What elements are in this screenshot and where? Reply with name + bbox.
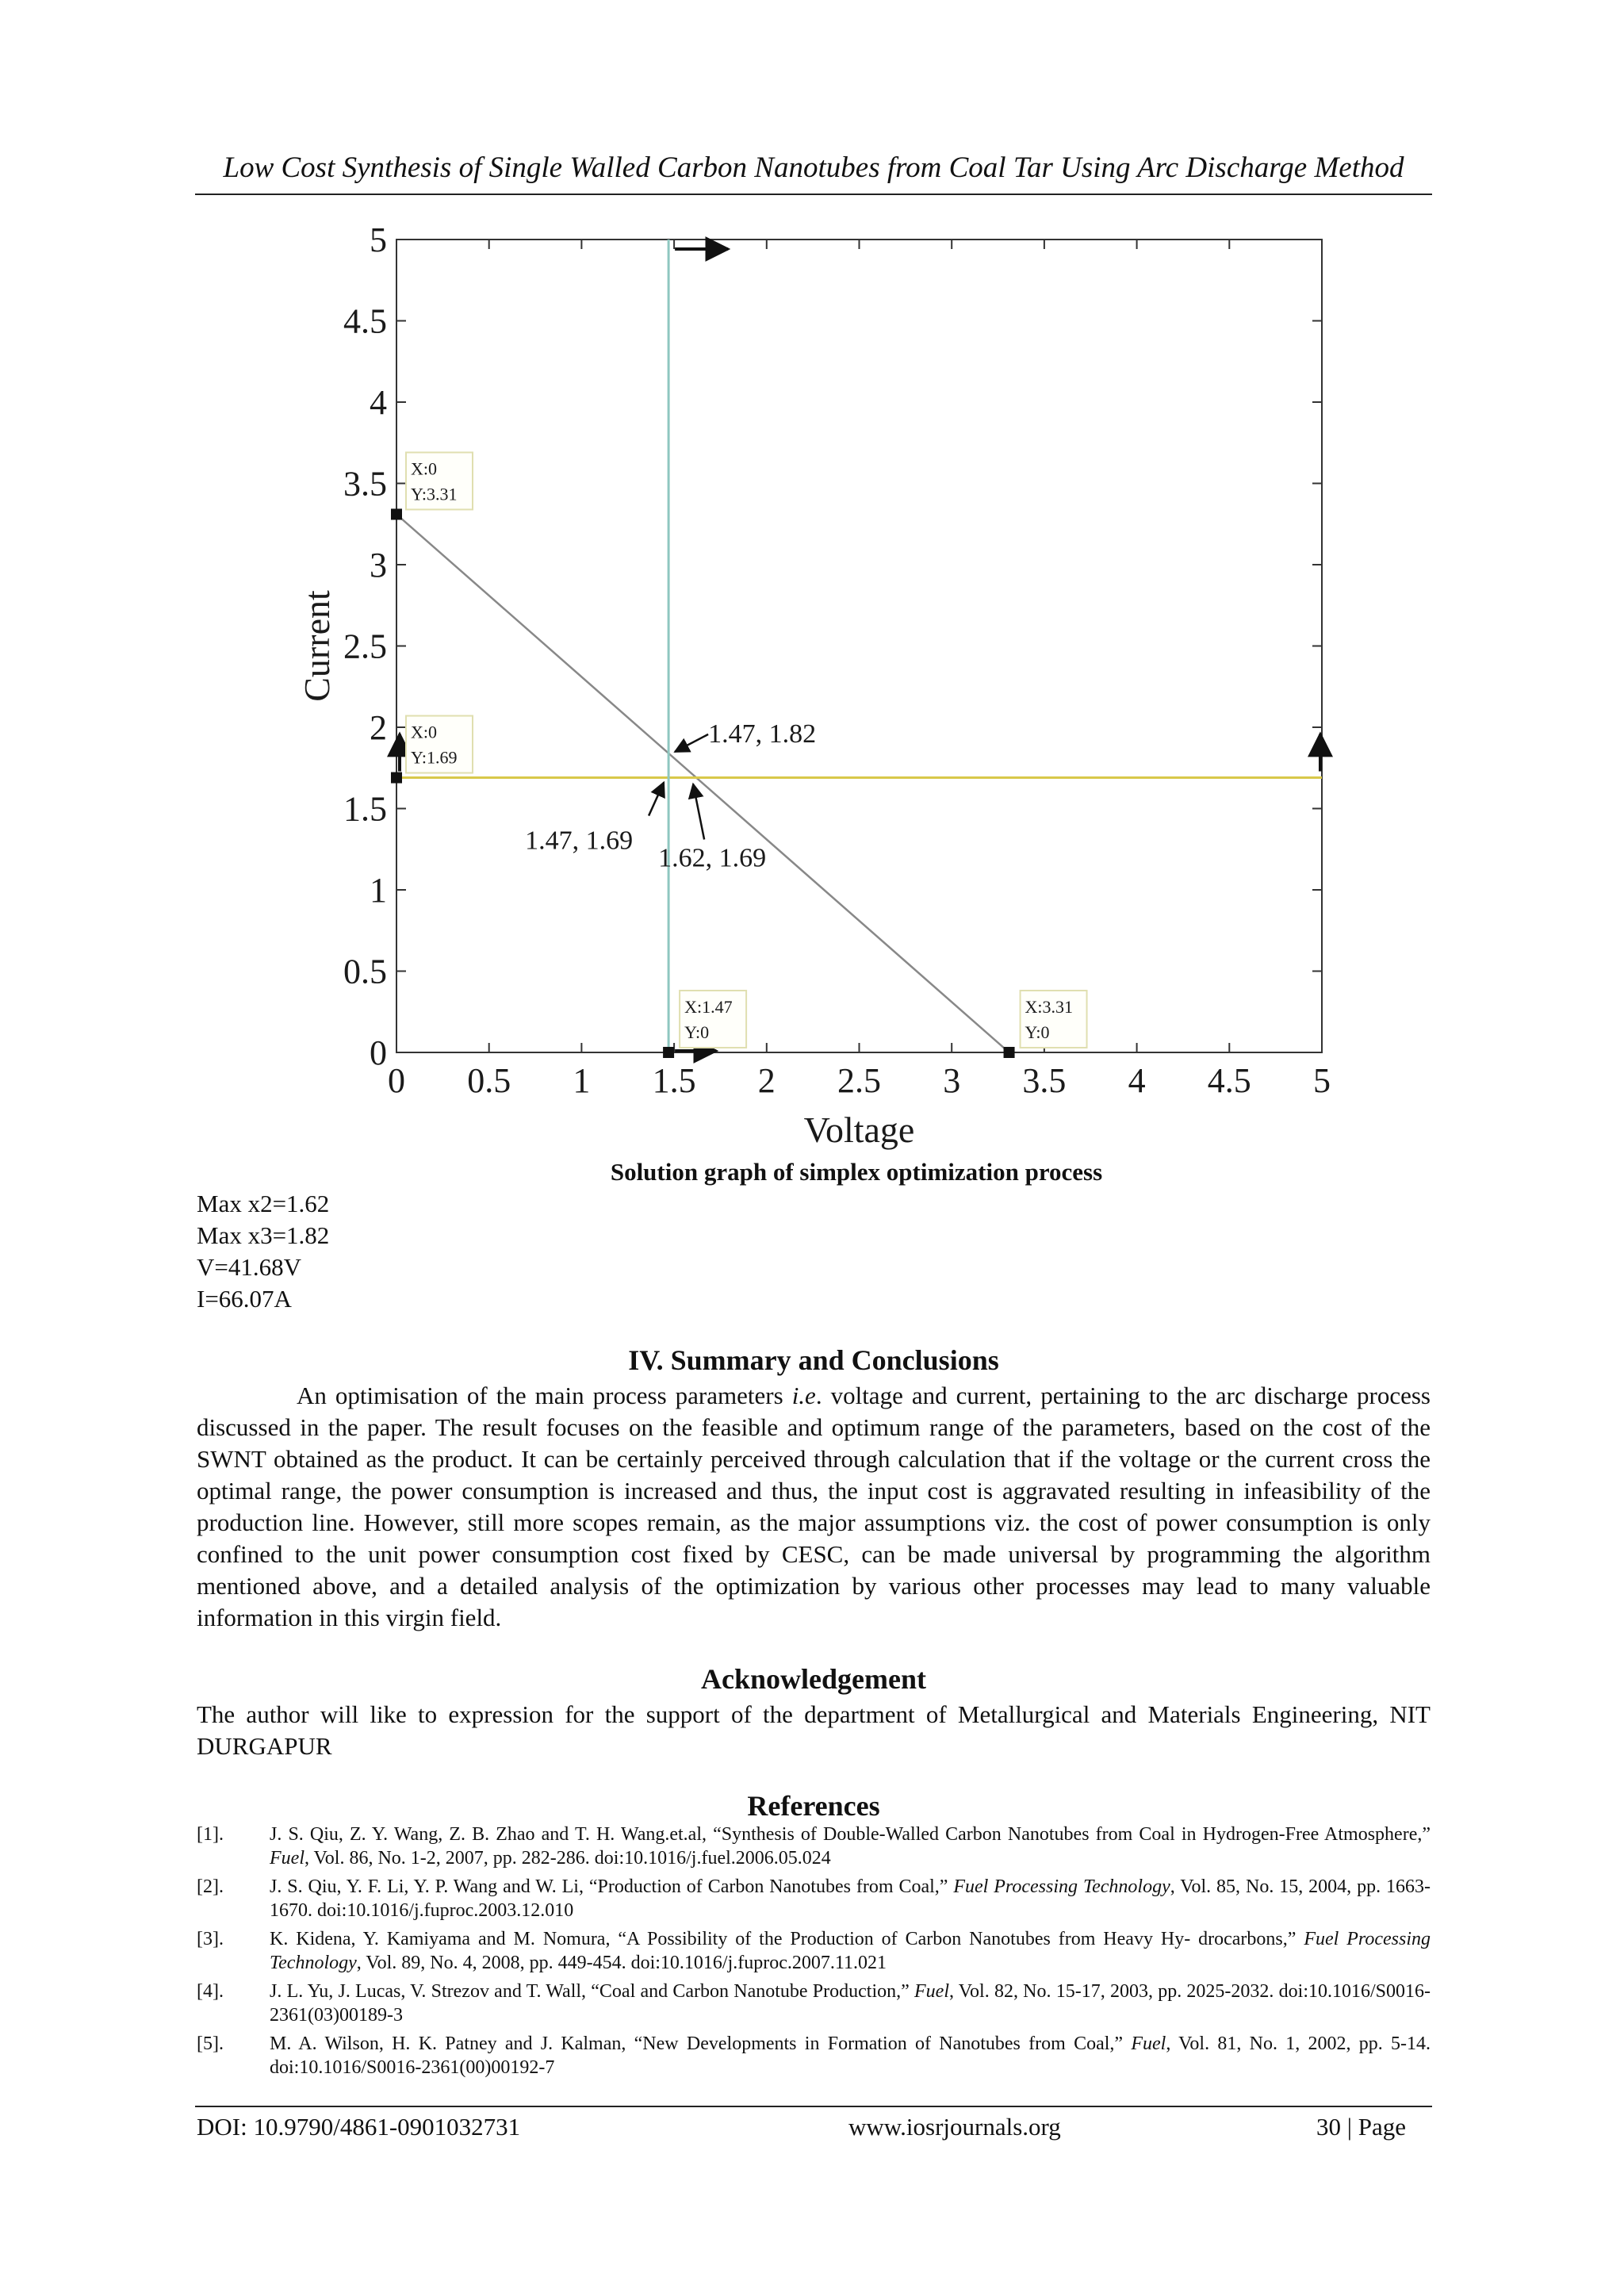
y-tick-label: 5	[370, 222, 387, 259]
y-tick-label: 4	[370, 383, 387, 422]
plot-frame	[396, 240, 1322, 1052]
annotation-arrow	[649, 783, 664, 816]
datatip-y: Y:1.69	[411, 747, 458, 768]
x-tick-label: 1	[573, 1061, 591, 1100]
x-tick-label: 0	[388, 1061, 405, 1100]
reference-item	[197, 1980, 1431, 2027]
result-current: I=66.07A	[197, 1285, 292, 1313]
x-tick-label: 2.5	[837, 1061, 881, 1100]
solution-graph-chart	[293, 222, 1364, 1158]
running-header-title: Low Cost Synthesis of Single Walled Carbon Nanotubes from Coal Tar Using Arc Discharge Method	[223, 151, 1404, 184]
result-voltage: V=41.68V	[197, 1253, 302, 1281]
reference-number: [1].	[197, 1824, 224, 1845]
y-tick-label: 2	[370, 708, 387, 747]
reference-text: J. S. Qiu, Y. F. Li, Y. P. Wang and W. Li, “Production of Carbon Nanotubes from Coal,” Fuel Processing Technology, Vol. 85, No. 15, 2004, pp. 1663-1670. doi:10.1016/j.fuproc.2003.12.010	[270, 1876, 1431, 1921]
y-tick-label: 0.5	[343, 952, 387, 991]
annotation-label: 1.47, 1.82	[708, 719, 817, 749]
annotation-label: 1.47, 1.69	[525, 826, 634, 856]
x-tick-label: 1.5	[652, 1061, 696, 1100]
annotation-arrow	[693, 784, 704, 840]
reference-text: J. S. Qiu, Z. Y. Wang, Z. B. Zhao and T. H. Wang.et.al, “Synthesis of Double-Walled Carbon Nanotubes from Coal in Hydrogen-Free Atmosphere,” Fuel, Vol. 86, No. 1-2, 2007, pp. 282-286. doi:10.1016/j.fuel.2006.05.024	[270, 1824, 1431, 1869]
datatip-x: X:0	[411, 458, 437, 479]
datatip-marker	[391, 772, 402, 784]
y-tick-label: 2.5	[343, 627, 387, 666]
reference-text: K. Kidena, Y. Kamiyama and M. Nomura, “A Possibility of the Production of Carbon Nanotubes from Heavy Hy- drocarbons,” Fuel Processing Technology, Vol. 89, No. 4, 2008, pp. 449-454. doi:10.1016/j.fuproc.2007.11.021	[270, 1929, 1431, 1973]
reference-number: [3].	[197, 1929, 224, 1949]
acknowledgement-heading: Acknowledgement	[701, 1663, 926, 1695]
y-axis-label: Current	[297, 590, 337, 702]
references-heading: References	[747, 1790, 880, 1822]
footer-rule	[195, 2106, 1432, 2107]
datatip-x: X:3.31	[1025, 997, 1074, 1017]
references-list	[197, 1823, 1431, 2084]
results-block	[197, 1188, 329, 1315]
reference-number: [4].	[197, 1981, 224, 2002]
reference-item	[197, 2032, 1431, 2079]
y-tick-label: 3	[370, 546, 387, 585]
datatip-marker	[1004, 1047, 1015, 1058]
x-tick-label: 3.5	[1022, 1061, 1067, 1100]
datatip-x: X:1.47	[684, 997, 733, 1017]
figure-caption: Solution graph of simplex optimization process	[610, 1158, 1103, 1186]
y-tick-label: 3.5	[343, 464, 387, 504]
annotation-label: 1.62, 1.69	[658, 843, 767, 873]
summary-heading: IV. Summary and Conclusions	[628, 1344, 999, 1376]
header-rule	[195, 194, 1432, 195]
annotation-arrow	[675, 734, 708, 752]
datatip-y: Y:0	[684, 1022, 710, 1042]
x-tick-label: 3	[943, 1061, 961, 1100]
datatip-y: Y:3.31	[411, 484, 458, 504]
y-tick-label: 4.5	[343, 301, 387, 341]
footer-website: www.iosrjournals.org	[848, 2113, 1061, 2141]
x-tick-label: 4	[1128, 1061, 1146, 1100]
y-tick-label: 0	[370, 1033, 387, 1072]
summary-paragraph: An optimisation of the main process parameters i.e. voltage and current, pertaining to the arc discharge process discussed in the paper. The result focuses on the feasible and optimum range of the parameters, based on the cost of the SWNT obtained as the product. It can be certainly perceived through calculation that if the voltage or the current cross the optimal range, the power consumption is increased and thus, the input cost is aggravated resulting in infeasibility of the production line. However, still more scopes remain, as the major assumptions viz. the cost of power consumption is only confined to the unit power consumption cost fixed by CESC, can be made universal by programming the algorithm mentioned above, and a detailed analysis of the optimization by various other processes may lead to many valuable information in this virgin field.	[197, 1382, 1431, 1631]
acknowledgement-paragraph: The author will like to expression for the support of the department of Metallurgical and Materials Engineering, NIT DURGAPUR	[197, 1700, 1431, 1760]
datatip-marker	[663, 1047, 674, 1058]
reference-item	[197, 1875, 1431, 1922]
datatip-marker	[391, 508, 402, 519]
x-tick-label: 4.5	[1207, 1061, 1251, 1100]
y-tick-label: 1	[370, 871, 387, 910]
y-tick-label: 1.5	[343, 789, 387, 829]
result-max-x3: Max x3=1.82	[197, 1221, 330, 1249]
datatip-x: X:0	[411, 722, 437, 742]
result-max-x2: Max x2=1.62	[197, 1190, 330, 1217]
footer-doi: DOI: 10.9790/4861-0901032731	[197, 2113, 521, 2141]
reference-text: M. A. Wilson, H. K. Patney and J. Kalman, “New Developments in Formation of Nanotubes from Coal,” Fuel, Vol. 81, No. 1, 2002, pp. 5-14. doi:10.1016/S0016-2361(00)00192-7	[270, 2033, 1431, 2078]
x-axis-label: Voltage	[803, 1110, 915, 1150]
x-tick-label: 5	[1313, 1061, 1331, 1100]
datatip-y: Y:0	[1025, 1022, 1050, 1042]
reference-item	[197, 1823, 1431, 1870]
series-line-0	[396, 514, 1009, 1052]
reference-item	[197, 1927, 1431, 1975]
reference-number: [2].	[197, 1876, 224, 1897]
reference-text: J. L. Yu, J. Lucas, V. Strezov and T. Wall, “Coal and Carbon Nanotube Production,” Fuel, Vol. 82, No. 15-17, 2003, pp. 2025-2032. doi:10.1016/S0016-2361(03)00189-3	[270, 1981, 1431, 2026]
reference-number: [5].	[197, 2033, 224, 2054]
x-tick-label: 0.5	[467, 1061, 511, 1100]
x-tick-label: 2	[757, 1061, 776, 1100]
footer-page-number: 30 | Page	[1316, 2113, 1406, 2141]
